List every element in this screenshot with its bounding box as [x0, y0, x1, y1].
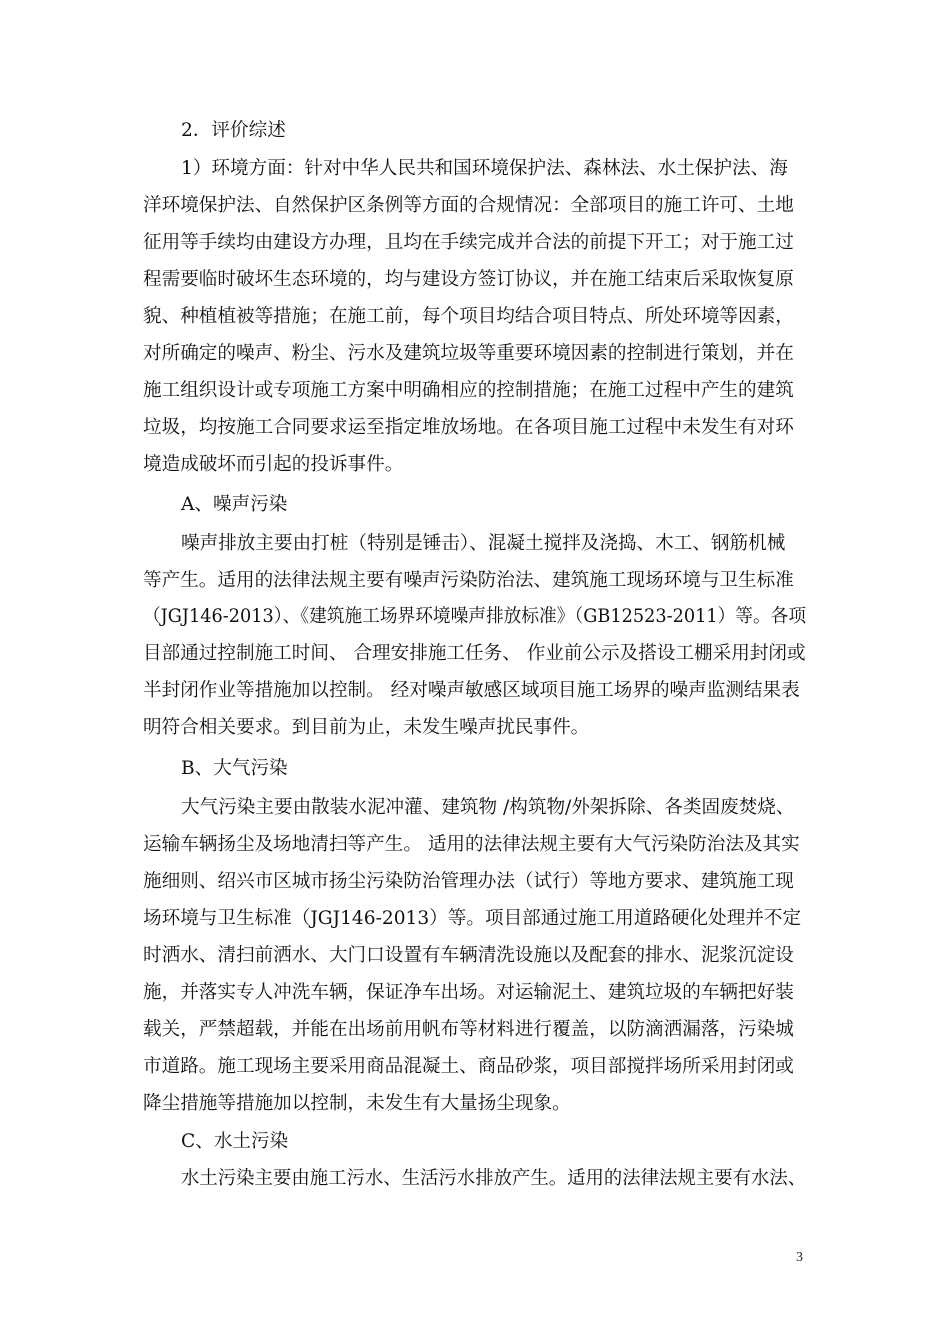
paragraph-line: 市道路。施工现场主要采用商品混凝土、商品砂浆，项目部搅拌场所采用封闭或: [143, 1056, 794, 1077]
paragraph-line: 程需要临时破坏生态环境的，均与建设方签订协议，并在施工结束后采取恢复原: [143, 269, 794, 290]
paragraph-line: 施，并落实专人冲洗车辆，保证净车出场。对运输泥土、建筑垃圾的车辆把好装: [143, 982, 794, 1003]
subsection-heading-water-soil: C、水土污染: [181, 1131, 289, 1152]
paragraph-line: 垃圾，均按施工合同要求运至指定堆放场地。在各项目施工过程中未发生有对环: [143, 417, 794, 438]
paragraph-line: 洋环境保护法、自然保护区条例等方面的合规情况：全部项目的施工许可、土地: [143, 195, 794, 216]
paragraph-line: 目部通过控制施工时间、 合理安排施工任务、 作业前公示及搭设工棚采用封闭或: [143, 643, 806, 664]
paragraph-line: 施工组织设计或专项施工方案中明确相应的控制措施；在施工过程中产生的建筑: [143, 380, 794, 401]
paragraph-line: 征用等手续均由建设方办理，且均在手续完成并合法的前提下开工；对于施工过: [143, 232, 794, 253]
page-number: 3: [796, 1250, 803, 1265]
subsection-heading-noise: A、噪声污染: [181, 494, 288, 515]
paragraph-line: 境造成破坏而引起的投诉事件。: [143, 454, 404, 475]
paragraph-line: 降尘措施等措施加以控制，未发生有大量扬尘现象。: [143, 1093, 571, 1114]
paragraph-line: 大气污染主要由散装水泥冲灌、建筑物 /构筑物/外架拆除、各类固废焚烧、: [181, 797, 795, 818]
paragraph-line: 噪声排放主要由打桩（特别是锤击）、混凝土搅拌及浇捣、木工、钢筋机械: [181, 533, 786, 554]
paragraph-line: 1）环境方面：针对中华人民共和国环境保护法、森林法、水土保护法、海: [181, 158, 788, 179]
paragraph-line: 半封闭作业等措施加以控制。 经对噪声敏感区域项目施工场界的噪声监测结果表: [143, 680, 800, 701]
subsection-heading-air: B、大气污染: [181, 758, 288, 779]
paragraph-line: 施细则、绍兴市区城市扬尘污染防治管理办法（试行）等地方要求、建筑施工现: [143, 871, 794, 892]
paragraph-line: 水土污染主要由施工污水、生活污水排放产生。适用的法律法规主要有水法、: [181, 1168, 807, 1189]
paragraph-line: 载关，严禁超载，并能在出场前用帆布等材料进行覆盖，以防滴洒漏落，污染城: [143, 1019, 794, 1040]
paragraph-line: 明符合相关要求。到目前为止，未发生噪声扰民事件。: [143, 717, 590, 738]
paragraph-line: 时洒水、清扫前洒水、大门口设置有车辆清洗设施以及配套的排水、泥浆沉淀设: [143, 945, 794, 966]
paragraph-line: （JGJ146-2013）、《建筑施工场界环境噪声排放标准》（GB12523-2011）等。各项: [143, 606, 807, 627]
paragraph-line: 场环境与卫生标准（JGJ146-2013）等。项目部通过施工用道路硬化处理并不定: [143, 908, 802, 929]
paragraph-line: 等产生。适用的法律法规主要有噪声污染防治法、建筑施工现场环境与卫生标准: [143, 570, 794, 591]
paragraph-line: 运输车辆扬尘及场地清扫等产生。 适用的法律法规主要有大气污染防治法及其实: [143, 834, 800, 855]
section-heading: 2．评价综述: [181, 120, 286, 141]
paragraph-line: 对所确定的噪声、粉尘、污水及建筑垃圾等重要环境因素的控制进行策划，并在: [143, 343, 794, 364]
paragraph-line: 貌、种植植被等措施；在施工前，每个项目均结合项目特点、所处环境等因素，: [143, 306, 794, 327]
